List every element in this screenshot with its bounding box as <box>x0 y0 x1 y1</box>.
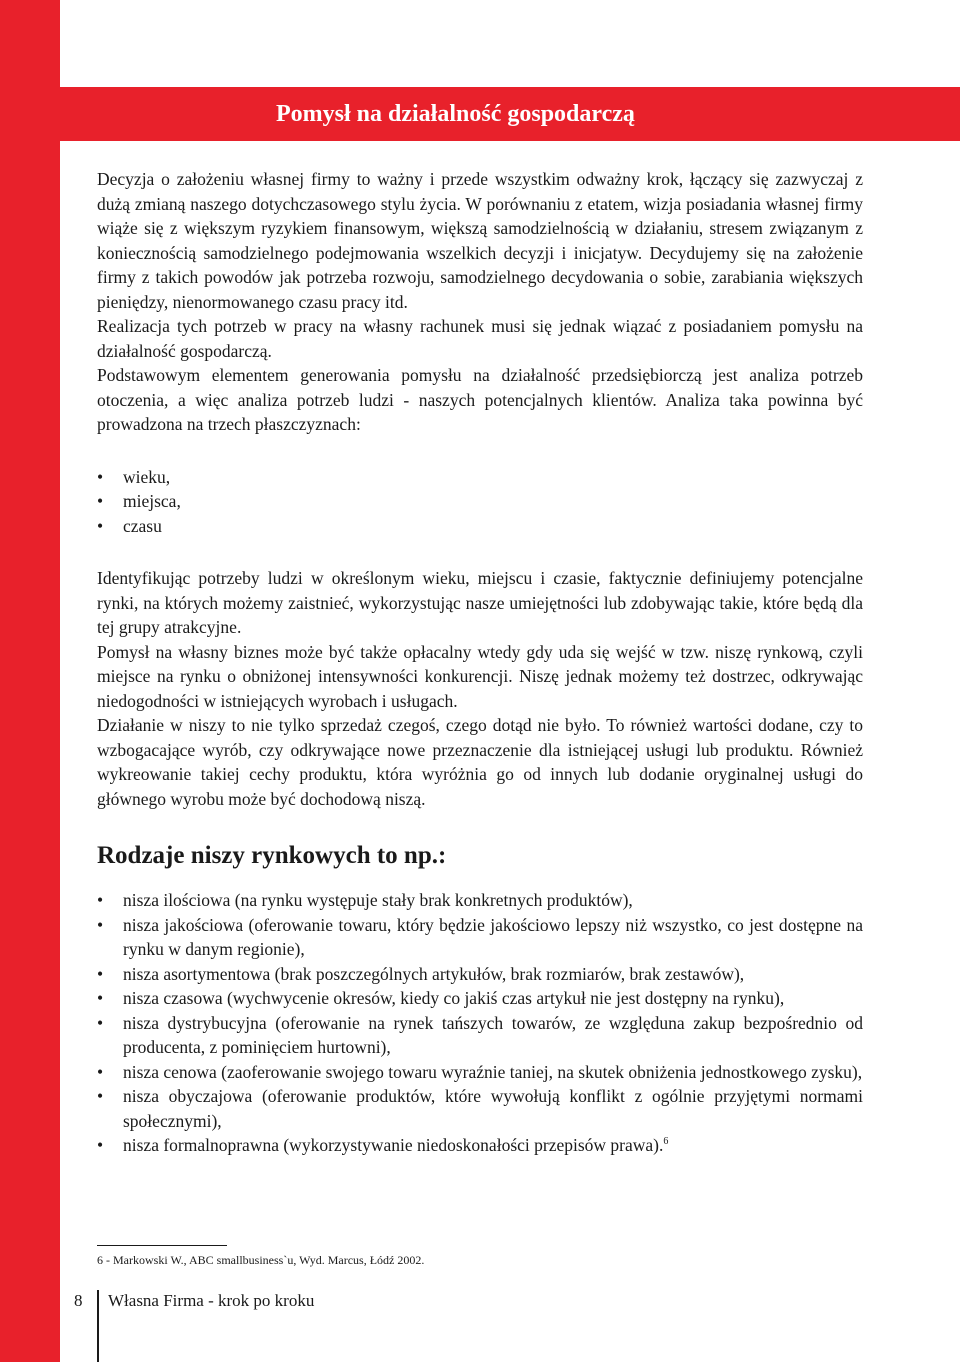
list-item: • nisza formalnoprawna (wykorzystywanie niedoskonałości przepisów prawa).$^6$ <box>97 1133 863 1158</box>
list-item: • wieku, <box>97 465 863 490</box>
intro-paragraph-3: Podstawowym elementem generowania pomysłu na działalność przedsiębiorczą jest analiza potrzeb otoczenia, a więc analiza potrzeb ludzi - naszych potencjalnych klientów. Analiza taka powinna być prowadzona na trzech płaszczyznach: <box>97 365 863 434</box>
list-item: • nisza cenowa (zaoferowanie swojego towaru wyraźnie taniej, na skutek obniżenia jednostkowego zysku), <box>97 1060 863 1085</box>
bullet-icon: • <box>97 890 104 910</box>
bullet-icon: • <box>97 1086 104 1106</box>
intro-paragraph-1: Decyzja o założeniu własnej firmy to ważny i przede wszystkim odważny krok, łączący się zazwyczaj z dużą zmianą naszego dotychczasowego stylu życia. W porównaniu z etatem, wizja posiadania własnej firmy wiąże się z większym ryzykiem finansowym, większą samodzielnością w działaniu, stresem związanym z koniecznością samodzielnego podejmowania wszelkich decyzji i inicjatyw. Decydujemy się na założenie firmy z takich powodów jak potrzeba rozwoju, samodzielnego decydowania o sobie, zarabiania większych pieniędzy, nienormowanego czasu pracy itd. <box>97 169 863 312</box>
footer-publication-title: Własna Firma - krok po kroku <box>108 1291 315 1310</box>
planes-list <box>97 465 863 539</box>
list-item: • nisza dystrybucyjna (oferowanie na rynek tańszych towarów, ze względuna zakup bezpośrednio od producenta, z pominięciem hurtowni), <box>97 1012 863 1057</box>
footer-divider <box>97 1290 99 1362</box>
list-item: • nisza czasowa (wychwycenie okresów, kiedy co jakiś czas artykuł nie jest dostępny na rynku), <box>97 986 863 1011</box>
bullet-icon: • <box>97 963 104 984</box>
page-title: Pomysł na działalność gospodarczą <box>276 101 635 127</box>
left-accent-bar <box>0 0 60 1362</box>
footnote-divider <box>97 1245 227 1246</box>
middle-paragraph-3: Działanie w niszy to nie tylko sprzedaż czegoś, czego dotąd nie było. To również wartości dodane, czy to wzbogacające wyrób, czy odkrywające nowe przeznaczenie dla istniejącej usługi lub produktu. Również wykreowanie takiej cechy produktu, która wyróżnia go od innych lub dodanie oryginalnej usługi do głównego wyrobu może być dochodową niszą. <box>97 715 863 809</box>
page-number: 8 <box>74 1291 83 1310</box>
intro-paragraph-2: Realizacja tych potrzeb w pracy na własny rachunek musi się jednak wiązać z posiadaniem pomysłu na działalność gospodarczą. <box>97 316 863 361</box>
bullet-icon: • <box>97 1012 104 1033</box>
list-item: • czasu <box>97 514 863 539</box>
bullet-icon: • <box>97 1061 104 1082</box>
list-item: • nisza jakościowa (oferowanie towaru, który będzie jakościowo lepszy niż wszystko, co jest dostępne na rynku w danym regionie), <box>97 914 863 959</box>
list-item: • miejsca, <box>97 489 863 514</box>
niche-heading: Rodzaje niszy rynkowych to np.: <box>97 842 447 869</box>
footnote-reference: 6 <box>663 1136 669 1148</box>
middle-paragraph-1: Identyfikując potrzeby ludzi w określonym wieku, miejscu i czasie, faktycznie definiujemy potencjalne rynki, na których możemy zaistnieć, wykorzystując nasze umiejętności lub zdobywając takie, które będą dla tej grupy atrakcyjne. <box>97 568 863 637</box>
middle-paragraph-2: Pomysł na własny biznes może być także opłacalny wtedy gdy uda się wejść w tzw. niszę rynkową, czyli miejsce na rynku o obniżonej intensywności konkurencji. Niszę jednak możemy też dostrzec, odkrywając niedogodności w istniejących wyrobach i usługach. <box>97 641 863 711</box>
bullet-icon: • <box>97 515 104 536</box>
bullet-icon: • <box>97 491 104 511</box>
niche-list <box>97 888 863 1158</box>
list-item: • nisza asortymentowa (brak poszczególnych artykułów, brak rozmiarów, brak zestawów), <box>97 962 863 987</box>
bullet-icon: • <box>97 466 104 487</box>
bullet-icon: • <box>97 914 104 935</box>
list-item: • nisza obyczajowa (oferowanie produktów, które wywołują konflikt z ogólnie przyjętymi normami społecznymi), <box>97 1086 863 1131</box>
footnote: 6 - Markowski W., ABC smallbusiness`u, Wyd. Marcus, Łódź 2002. <box>97 1253 425 1267</box>
list-item: • nisza ilościowa (na rynku występuje stały brak konkretnych produktów), <box>97 888 863 913</box>
bullet-icon: • <box>97 1135 104 1155</box>
main-content <box>97 167 863 1158</box>
bullet-icon: • <box>97 988 104 1008</box>
